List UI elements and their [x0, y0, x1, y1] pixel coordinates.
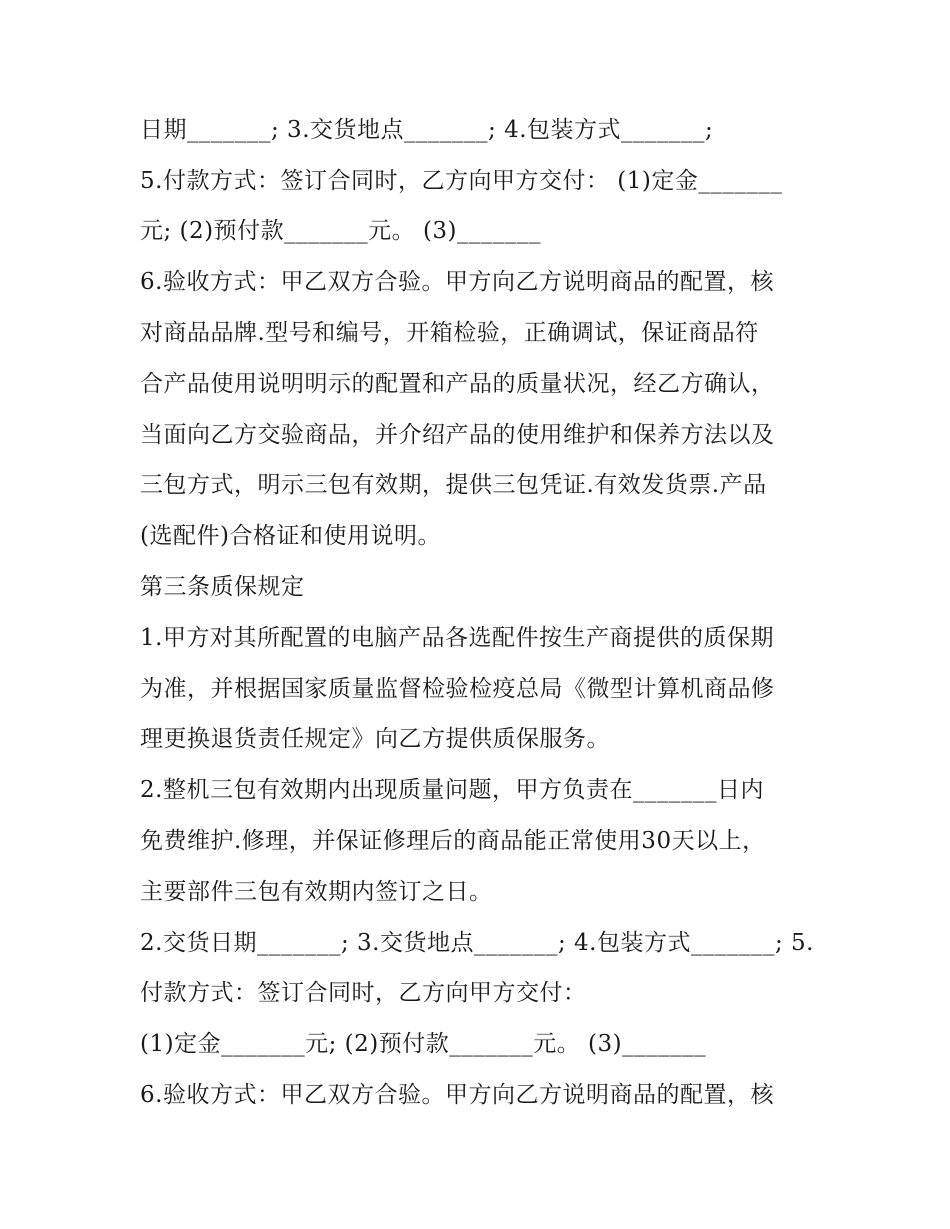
- text-line: 5.付款方式：签订合同时，乙方向甲方交付： (1)定金_______: [140, 168, 783, 194]
- text-line: 三包方式，明示三包有效期，提供三包凭证.有效发货票.产品: [140, 472, 767, 498]
- text-line: 对商品品牌.型号和编号，开箱检验，正确调试，保证商品符: [140, 320, 759, 346]
- text-line: 2.交货日期_______; 3.交货地点_______; 4.包装方式_______; 5.: [140, 930, 814, 956]
- text-line: (选配件)合格证和使用说明。: [140, 523, 441, 549]
- text-line: 合产品使用说明明示的配置和产品的质量状况，经乙方确认，: [140, 371, 775, 397]
- text-line: 为准，并根据国家质量监督检验检疫总局《微型计算机商品修: [140, 676, 775, 702]
- text-line: 主要部件三包有效期内签订之日。: [140, 879, 493, 905]
- text-line: 1.甲方对其所配置的电脑产品各选配件按生产商提供的质保期: [140, 625, 774, 651]
- text-line: 元; (2)预付款_______元。 (3)_______: [140, 218, 542, 244]
- text-line: 免费维护.修理，并保证修理后的商品能正常使用30天以上，: [140, 828, 766, 854]
- text-line: 6.验收方式：甲乙双方合验。甲方向乙方说明商品的配置，核: [140, 269, 774, 295]
- text-line: 2.整机三包有效期内出现质量问题，甲方负责在_______日内: [140, 777, 764, 803]
- section-heading: 第三条质保规定: [140, 574, 305, 600]
- text-line: 6.验收方式：甲乙双方合验。甲方向乙方说明商品的配置，核: [140, 1082, 774, 1108]
- text-line: 付款方式：签订合同时，乙方向甲方交付：: [140, 980, 587, 1006]
- text-line: 当面向乙方交验商品，并介绍产品的使用维护和保养方法以及: [140, 422, 775, 448]
- text-line: 理更换退货责任规定》向乙方提供质保服务。: [140, 726, 610, 752]
- text-line: 日期_______; 3.交货地点_______; 4.包装方式_______;: [140, 117, 714, 143]
- text-line: (1)定金_______元; (2)预付款_______元。 (3)_______: [140, 1031, 707, 1057]
